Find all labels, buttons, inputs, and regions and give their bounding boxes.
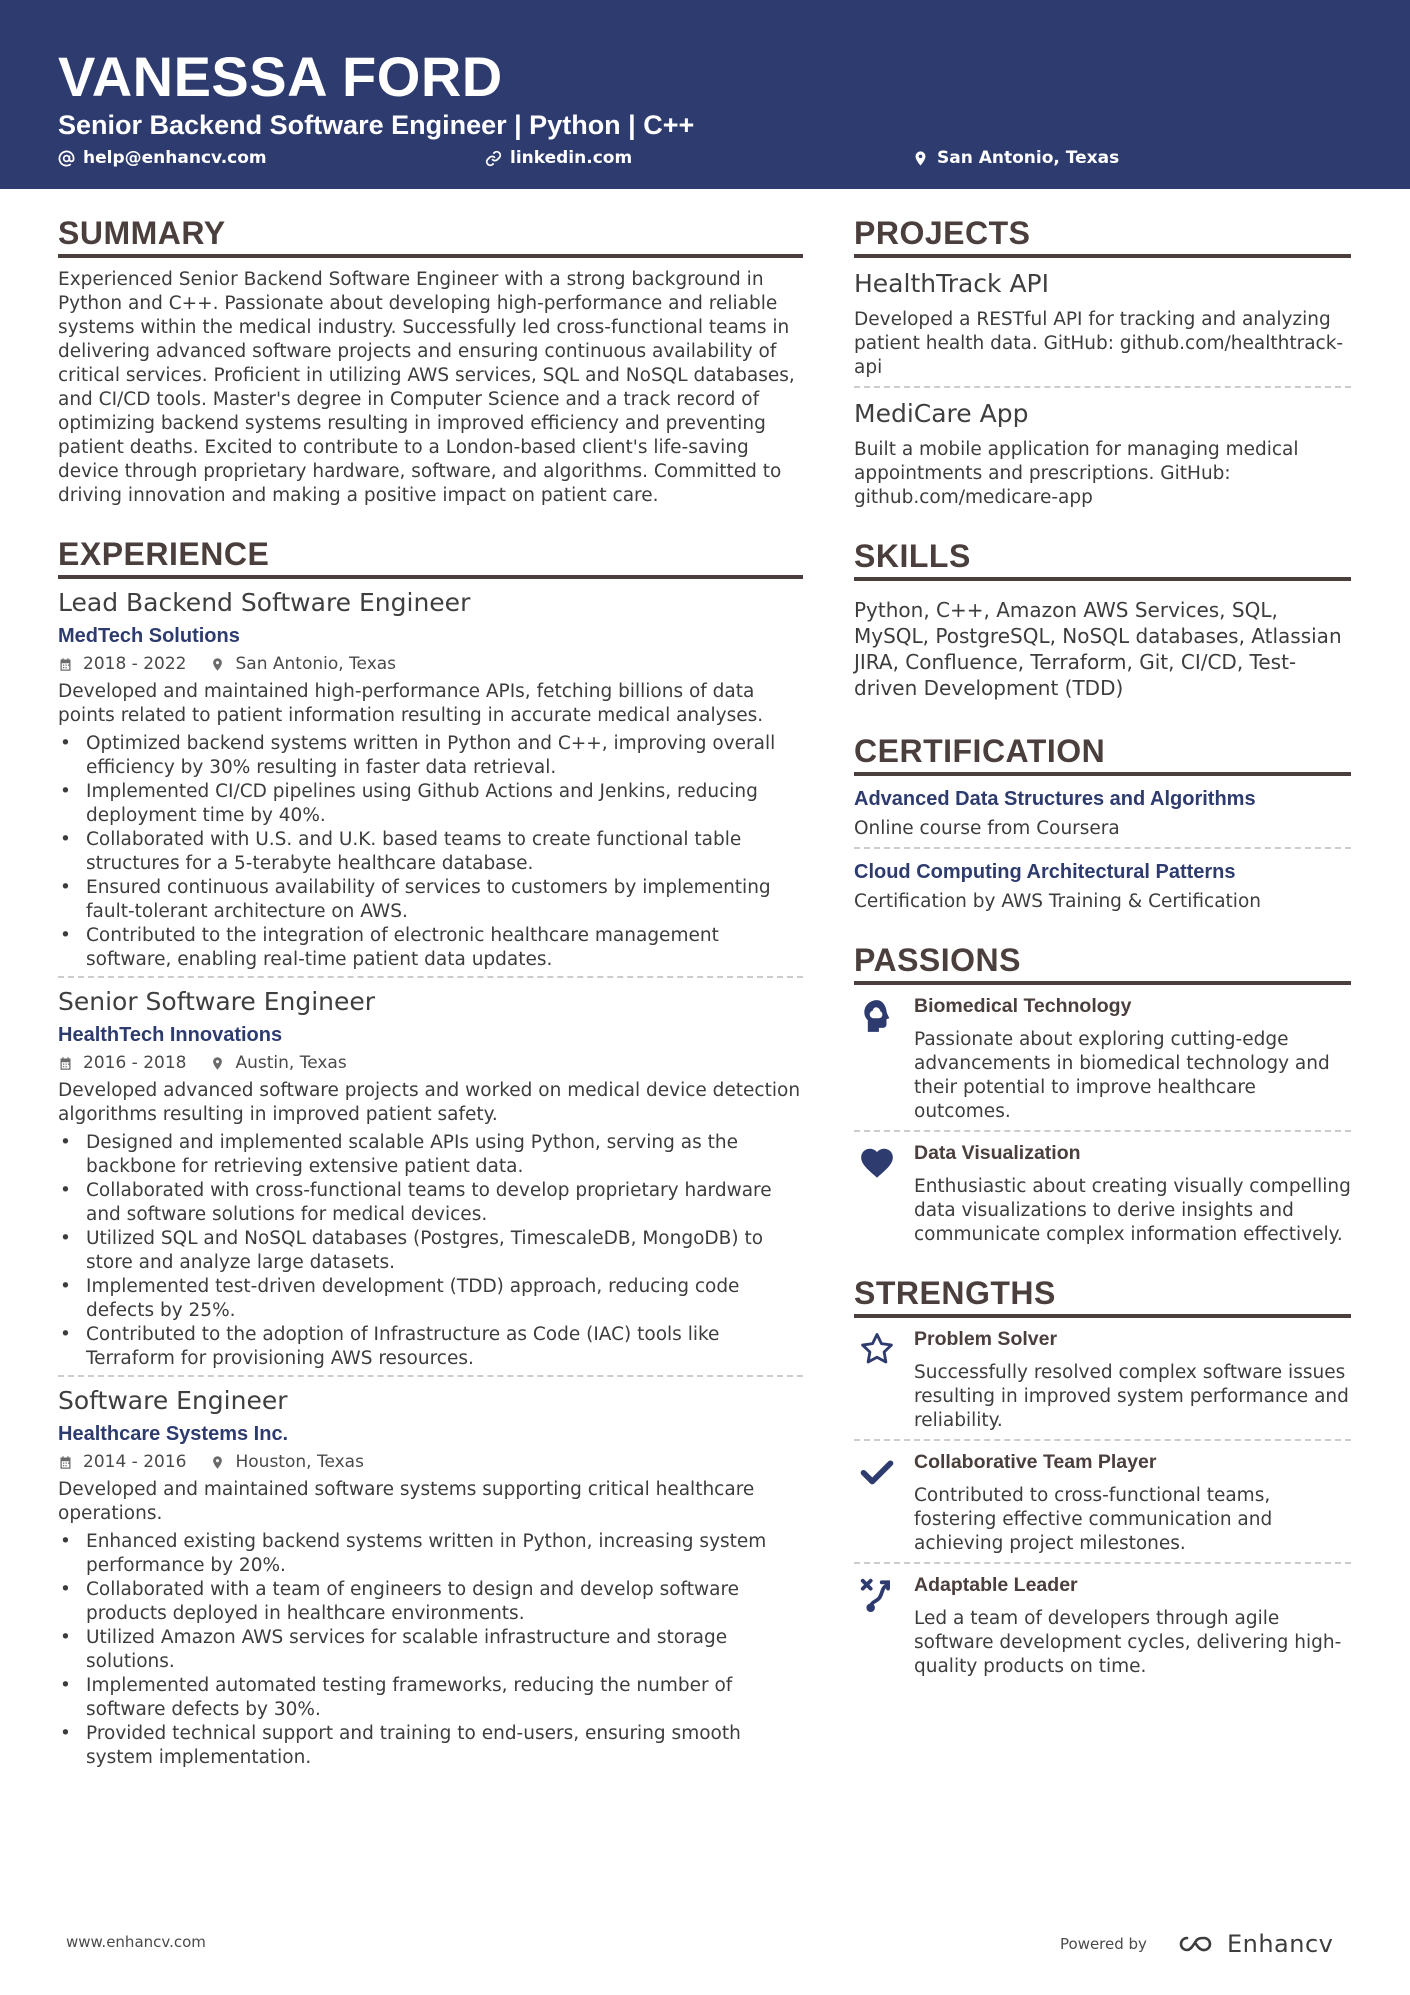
job-bullets (58, 1530, 803, 1770)
cert-title: Advanced Data Structures and Algorithms (854, 788, 1256, 810)
job-meta (58, 1452, 803, 1472)
list-item: • Contributed to the adoption of Infrastructure as Code (IAC) tools like Terraform for provisioning AWS resources. (58, 1323, 803, 1371)
strength-item (854, 1328, 1351, 1433)
strengths-section (854, 1275, 1351, 1679)
job-dates: 2016 - 2018 (83, 1053, 187, 1073)
cert-subtitle: Certification by AWS Training & Certification (854, 891, 1261, 912)
job-dates: 2014 - 2016 (83, 1452, 187, 1472)
job-dates: 2018 - 2022 (83, 654, 187, 674)
strength-name: Problem Solver (914, 1328, 1058, 1350)
left-column (58, 215, 803, 1770)
job-description: Developed advanced software projects and worked on medical device detection algorithms resulting in improved patient safety. (58, 1080, 801, 1125)
job-location: Austin, Texas (235, 1053, 347, 1073)
list-item: • Implemented test-driven development (TDD) approach, reducing code defects by 25%. (58, 1275, 803, 1323)
brain-head-icon (858, 997, 896, 1035)
list-item: • Utilized SQL and NoSQL databases (Postgres, TimescaleDB, MongoDB) to store and analyze large datasets. (58, 1227, 803, 1275)
list-item: • Provided technical support and training to end-users, ensuring smooth system implementation. (58, 1722, 803, 1770)
path-route-icon (858, 1576, 896, 1614)
project-description: Developed a RESTful API for tracking and analyzing patient health data. GitHub: github.com/healthtrack-api (854, 309, 1344, 378)
job-location: Houston, Texas (235, 1452, 364, 1472)
calendar-icon (58, 1056, 73, 1071)
job-entry (58, 1385, 803, 1770)
list-item: • Collaborated with U.S. and U.K. based teams to create functional table structures for a 5-terabyte healthcare database. (58, 828, 803, 876)
strength-name: Adaptable Leader (914, 1574, 1078, 1596)
divider (58, 1375, 803, 1377)
at-sign-icon (58, 150, 75, 167)
projects-section (854, 215, 1351, 510)
passion-item (854, 1142, 1351, 1247)
footer-website[interactable]: www.enhancv.com (66, 1933, 206, 1951)
candidate-title: Senior Backend Software Engineer | Python | C++ (58, 110, 695, 140)
company-name: Healthcare Systems Inc. (58, 1423, 289, 1445)
strengths-heading: STRENGTHS (854, 1275, 1351, 1318)
job-meta (58, 1053, 803, 1073)
job-meta (58, 654, 803, 674)
list-item: • Designed and implemented scalable APIs using Python, serving as the backbone for retrieving extensive patient data. (58, 1131, 803, 1179)
divider (854, 1439, 1351, 1441)
strength-item (854, 1574, 1351, 1679)
divider (854, 1130, 1351, 1132)
list-item: • Enhanced existing backend systems written in Python, increasing system performance by 20%. (58, 1530, 803, 1578)
strength-description: Contributed to cross-functional teams, fostering effective communication and achieving project milestones. (914, 1485, 1273, 1554)
list-item: • Utilized Amazon AWS services for scalable infrastructure and storage solutions. (58, 1626, 803, 1674)
right-column (854, 215, 1351, 1679)
checkmark-icon (858, 1453, 896, 1491)
summary-text: Experienced Senior Backend Software Engineer with a strong background in Python and C++. Passionate about developing high-performance and reliable systems within the medical industry. Successfully led cross-functional teams in delivering advanced software projects and ensuring continuous availability of critical services. Proficient in utilizing AWS services, SQL and NoSQL databases, and CI/CD tools. Master's degree in Computer Science and a track record of optimizing backend systems resulting in improved efficiency and preventing patient deaths. Excited to contribute to a London-based client's life-saving device through proprietary hardware, software, and algorithms. Committed to driving innovation and making a positive impact on patient care. (58, 269, 795, 506)
strength-name: Collaborative Team Player (914, 1451, 1157, 1473)
job-title: Senior Software Engineer (58, 987, 376, 1016)
company-name: MedTech Solutions (58, 625, 240, 647)
list-item: • Collaborated with cross-functional teams to develop proprietary hardware and software solutions for medical devices. (58, 1179, 803, 1227)
location-text: San Antonio, Texas (937, 148, 1120, 168)
resume-header (0, 0, 1410, 189)
powered-by-label: Powered by (1060, 1935, 1147, 1953)
list-item: • Implemented CI/CD pipelines using Github Actions and Jenkins, reducing deployment time by 40%. (58, 780, 803, 828)
passion-description: Enthusiastic about creating visually compelling data visualizations to derive insights and communicate complex information effectively. (914, 1176, 1351, 1245)
project-description: Built a mobile application for managing medical appointments and prescriptions. GitHub: github.com/medicare-app (854, 439, 1299, 508)
link-icon (485, 150, 502, 167)
map-pin-icon (210, 657, 225, 672)
cert-subtitle: Online course from Coursera (854, 818, 1120, 839)
job-bullets (58, 1131, 803, 1371)
passions-section (854, 942, 1351, 1247)
job-location: San Antonio, Texas (235, 654, 397, 674)
passions-heading: PASSIONS (854, 942, 1351, 985)
list-item: • Optimized backend systems written in Python and C++, improving overall efficiency by 30% resulting in faster data retrieval. (58, 732, 803, 780)
skills-text: Python, C++, Amazon AWS Services, SQL, MySQL, PostgreSQL, NoSQL databases, Atlassian JIRA, Confluence, Terraform, Git, CI/CD, Test-driven Development (TDD) (854, 598, 1342, 700)
contact-linkedin[interactable] (485, 148, 632, 168)
certification-heading: CERTIFICATION (854, 733, 1351, 776)
map-pin-icon (210, 1455, 225, 1470)
divider (58, 976, 803, 978)
summary-section (58, 215, 803, 508)
passion-item (854, 995, 1351, 1124)
passion-name: Data Visualization (914, 1142, 1081, 1164)
job-bullets (58, 732, 803, 972)
contact-location (912, 148, 1119, 168)
company-name: HealthTech Innovations (58, 1024, 283, 1046)
map-pin-icon (210, 1056, 225, 1071)
project-title: HealthTrack API (854, 269, 1050, 298)
certification-section (854, 733, 1351, 914)
list-item: • Collaborated with a team of engineers to design and develop software products deployed in healthcare environments. (58, 1578, 803, 1626)
calendar-icon (58, 1455, 73, 1470)
contact-email[interactable] (58, 148, 267, 168)
passion-description: Passionate about exploring cutting-edge advancements in biomedical technology and their potential to improve healthcare outcomes. (914, 1029, 1330, 1122)
list-item: • Implemented automated testing frameworks, reducing the number of software defects by 30%. (58, 1674, 803, 1722)
list-item: • Contributed to the integration of electronic healthcare management software, enabling real-time patient data updates. (58, 924, 803, 972)
email-text: help@enhancv.com (83, 148, 267, 168)
passion-name: Biomedical Technology (914, 995, 1132, 1017)
job-description: Developed and maintained high-performance APIs, fetching billions of data points related to patient information resulting in accurate medical analyses. (58, 681, 764, 726)
job-title: Software Engineer (58, 1386, 288, 1415)
brand-name: Enhancv (1226, 1930, 1334, 1958)
divider (854, 847, 1351, 849)
experience-section (58, 536, 803, 1770)
linkedin-text: linkedin.com (510, 148, 633, 168)
star-icon (858, 1330, 896, 1368)
cert-title: Cloud Computing Architectural Patterns (854, 861, 1236, 883)
map-pin-icon (912, 150, 929, 167)
job-description: Developed and maintained software systems supporting critical healthcare operations. (58, 1479, 755, 1524)
footer-branding (1060, 1930, 1333, 1958)
enhancv-logo-icon (1173, 1932, 1219, 1956)
job-title: Lead Backend Software Engineer (58, 588, 471, 617)
job-entry (58, 587, 803, 978)
divider (854, 1562, 1351, 1564)
strength-description: Led a team of developers through agile software development cycles, delivering high-quality products on time. (914, 1608, 1342, 1677)
calendar-icon (58, 657, 73, 672)
candidate-name: VANESSA FORD (58, 45, 503, 108)
experience-heading: EXPERIENCE (58, 536, 803, 579)
projects-heading: PROJECTS (854, 215, 1351, 258)
strength-item (854, 1451, 1351, 1556)
list-item: • Ensured continuous availability of services to customers by implementing fault-tolerant architecture on AWS. (58, 876, 803, 924)
summary-heading: SUMMARY (58, 215, 803, 258)
enhancv-logo[interactable] (1173, 1930, 1333, 1958)
heart-icon (858, 1144, 896, 1182)
divider (854, 386, 1351, 388)
skills-heading: SKILLS (854, 538, 1351, 581)
strength-description: Successfully resolved complex software issues resulting in improved system performance and reliability. (914, 1362, 1349, 1431)
skills-section (854, 538, 1351, 701)
project-title: MediCare App (854, 399, 1029, 428)
job-entry (58, 986, 803, 1377)
